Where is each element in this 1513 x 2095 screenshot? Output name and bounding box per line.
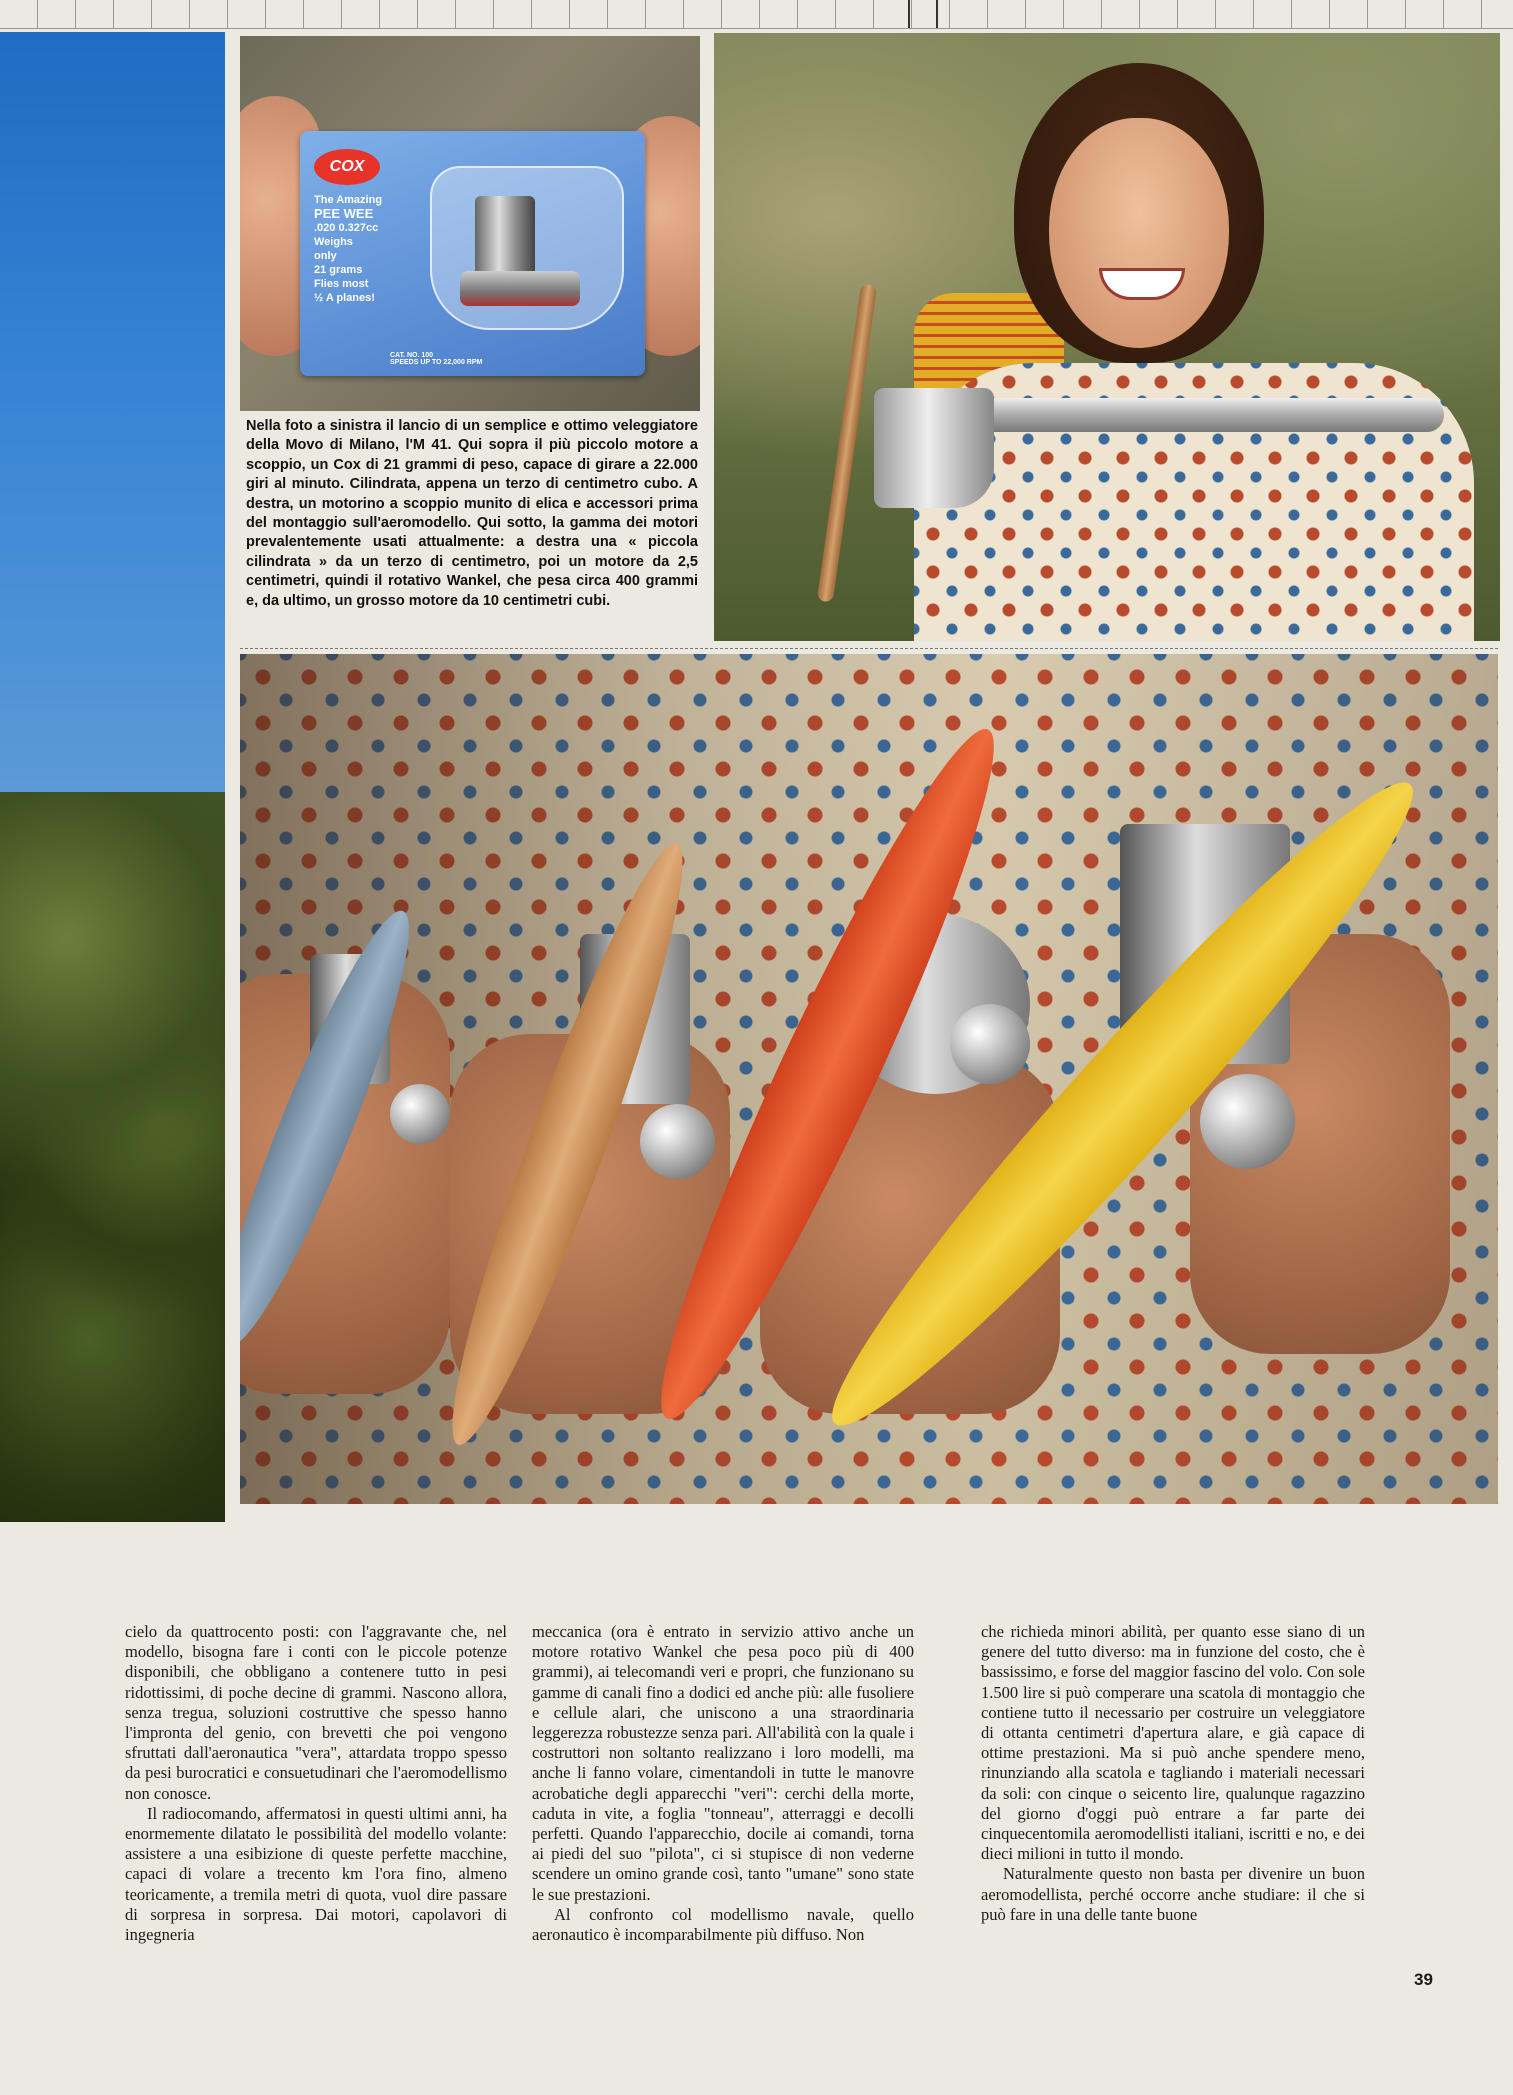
cox-line-7: Flies most <box>314 278 369 290</box>
cox-logo: COX <box>314 149 380 185</box>
paragraph: che richieda minori abilità, per quanto esse siano di un genere del tutto diverso: ma in funzione del costo, che è bassissimo, e forse del maggior fascino del volo. Con sole 1.500 lire si può comperare una scatola di montaggio che contiene tutto il necessario per costruire un veleggiatore di ottanta centimetri d'apertura alare, e già capace di ottime prestazioni. Ma si può anche spendere meno, rinunziando alla scatola e tagliando i materiali necessari da soli: con cinque o seicento lire, qualunque ragazzino del giorno d'oggi può entrare a far parte dei cinquecentomila aeromodellisti italiani, iscritti e no, e dei dieci milioni in tutto il mondo. <box>981 1622 1365 1864</box>
paragraph: Al confronto col modellismo navale, quello aeronautico è incomparabilmente più diffuso. Non <box>532 1904 914 1945</box>
cox-engine-tank <box>460 271 580 306</box>
photo-cox-engine-package <box>240 36 700 411</box>
spinner-2 <box>640 1104 715 1179</box>
exhaust-pipe <box>944 398 1444 432</box>
paragraph: Naturalmente questo non basta per divenire un buon aeromodellista, perché occorre anche studiare: il che si può fare in una delle tante buone <box>981 1864 1365 1924</box>
cox-engine-cylinder <box>475 196 535 281</box>
paragraph: Il radiocomando, affermatosi in questi ultimi anni, ha enormemente dilatato le possibilità del modello volante: assistere a una esibizione di queste perfette macchine, capaci di volare a trecento km l'ora fino, almeno teoricamente, a tremila metri di quota, vuol dire passare di sorpresa in sorpresa. Dai motori, capolavori di ingegneria <box>125 1803 507 1945</box>
cox-card-text <box>314 193 424 305</box>
article-column-3 <box>981 1622 1365 1925</box>
cox-line-8: ½ A planes! <box>314 292 375 304</box>
scan-ruler <box>0 0 1513 29</box>
cox-line-5: only <box>314 250 337 262</box>
paragraph: meccanica (ora è entrato in servizio attivo anche un motore rotativo Wankel che pesa poco più di 400 grammi), ai telecomandi veri e propri, che funzionano su gamme di canali fino a dodici ed anche più: alle fusoliere e cellule alari, che uniscono a una straordinaria leggerezza robustezze senza pari. All'abilità con la quale i costruttori non soltanto realizzano i loro modelli, ma anche li fanno volare, cimentandoli in tutte le manovre acrobatiche degli apparecchi "veri": cerchi della morte, caduta in vite, a foglia "tonneau", atterraggi e decolli perfetti. Quando l'apparecchio, docile ai comandi, torna ai piedi del suo "pilota", ci si stupisce di non vederne scendere un omino grande così, tanto "umane" sono state le sue prestazioni. <box>532 1622 914 1904</box>
article-column-2 <box>532 1622 914 1945</box>
cox-line-1: The Amazing <box>314 194 383 206</box>
face <box>1049 118 1229 348</box>
sky-area <box>0 32 225 792</box>
cox-blister-card <box>300 131 645 376</box>
article-column-1 <box>125 1622 507 1945</box>
wooden-propeller <box>817 283 877 602</box>
cox-catalog: CAT. NO. 100 <box>390 352 434 359</box>
cox-line-3: .020 0.327cc <box>314 222 379 234</box>
photo-sky-trees <box>0 32 225 1522</box>
cox-line-6: 21 grams <box>314 264 363 276</box>
ruler-center-mark <box>908 0 938 28</box>
paragraph: cielo da quattrocento posti: con l'aggravante che, nel modello, bisogna fare i conti con le piccole potenze disponibili, che obbligano a contenere tutto in pesi ridottissimi, di poche decine di grammi. Nascono allora, senza tregua, soluzioni costruttive che spesso hanno l'impronta del genio, con brevetti che poi vengono sfruttati dall'aeronautica "vera", attardata troppo spesso da pesi burocratici e consuetudinari che l'aeromodellismo non conosce. <box>125 1622 507 1803</box>
spinner-1 <box>390 1084 450 1144</box>
photo-caption: Nella foto a sinistra il lancio di un semplice e ottimo veleggiatore della Movo di Milano, l'M 41. Qui sopra il più piccolo motore a scoppio, un Cox di 21 grammi di peso, capace di girare a 22.000 giri al minuto. Cilindrata, appena un terzo di centimetro cubo. A destra, un motorino a scoppio munito di elica e accessori prima del montaggio sull'aeromodello. Qui sotto, la gamma dei motori prevalentemente usati attualmente: a destra una « piccola cilindrata » da un terzo di centimetro, poi un motore da 2,5 centimetri, quindi il rotativo Wankel, che pesa circa 400 grammi e, da ultimo, un grosso motore da 10 centimetri cubi. <box>246 418 698 609</box>
photo-engines-propellers <box>240 654 1498 1504</box>
page-number: 39 <box>1414 1970 1433 1989</box>
cox-line-4: Weighs <box>314 236 353 248</box>
cox-card-footer <box>390 352 482 366</box>
divider <box>240 648 1498 649</box>
photo-woman-with-engine <box>714 33 1500 641</box>
spinner-4 <box>1200 1074 1295 1169</box>
spinner-3 <box>950 1004 1030 1084</box>
cox-line-2: PEE WEE <box>314 206 374 221</box>
cox-speed: SPEEDS UP TO 22,000 RPM <box>390 359 483 366</box>
small-engine <box>874 388 994 508</box>
trees-area <box>0 792 225 1522</box>
